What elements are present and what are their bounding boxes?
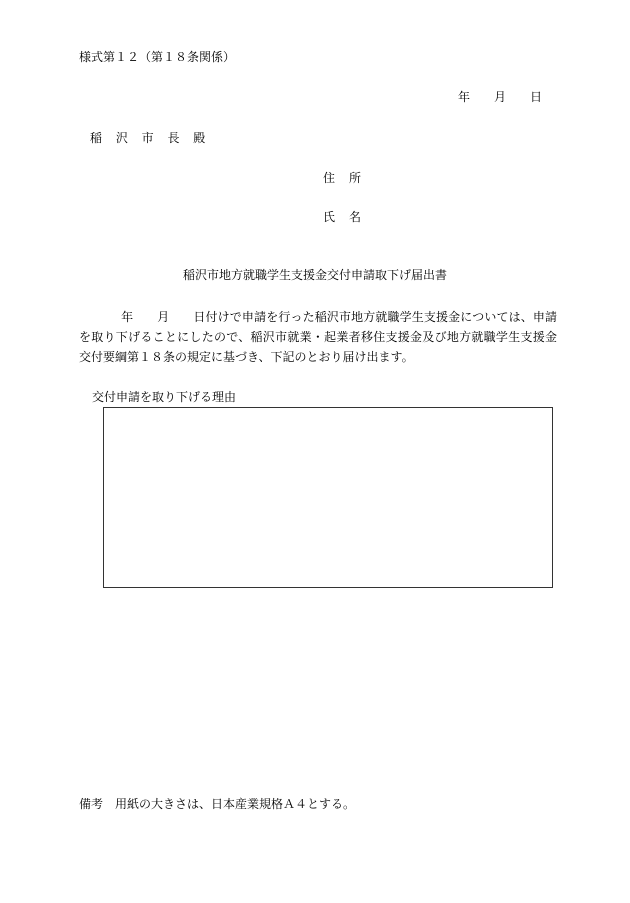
addressee: 稲 沢 市 長 殿: [90, 131, 211, 145]
form-number: 様式第１２（第１８条関係）: [79, 50, 236, 64]
date-line: [458, 90, 542, 104]
reason-label: 交付申請を取り下げる理由: [92, 390, 237, 404]
body-month-label: 月: [157, 310, 170, 324]
body-year-label: 年: [121, 310, 134, 324]
reason-box[interactable]: [103, 407, 553, 588]
body-text: 日付けで申請を行った稲沢市地方就職学生支援金については、申請を取り下げることにしたので、稲沢市就業・起業者移住支援金及び地方就職学生支援金交付要綱第１８条の規定に基づき、下記のとおり届け出ます。: [79, 310, 557, 364]
date-day-label: 日: [530, 90, 543, 104]
name-label: 氏名: [323, 210, 376, 224]
document-title: 稲沢市地方就職学生支援金交付申請取下げ届出書: [182, 268, 447, 282]
address-label: 住所: [323, 171, 376, 185]
note: 備考 用紙の大きさは、日本産業規格Ａ４とする。: [79, 797, 356, 811]
date-year-label: 年: [458, 90, 471, 104]
body-paragraph: [79, 307, 557, 367]
date-month-label: 月: [494, 90, 507, 104]
